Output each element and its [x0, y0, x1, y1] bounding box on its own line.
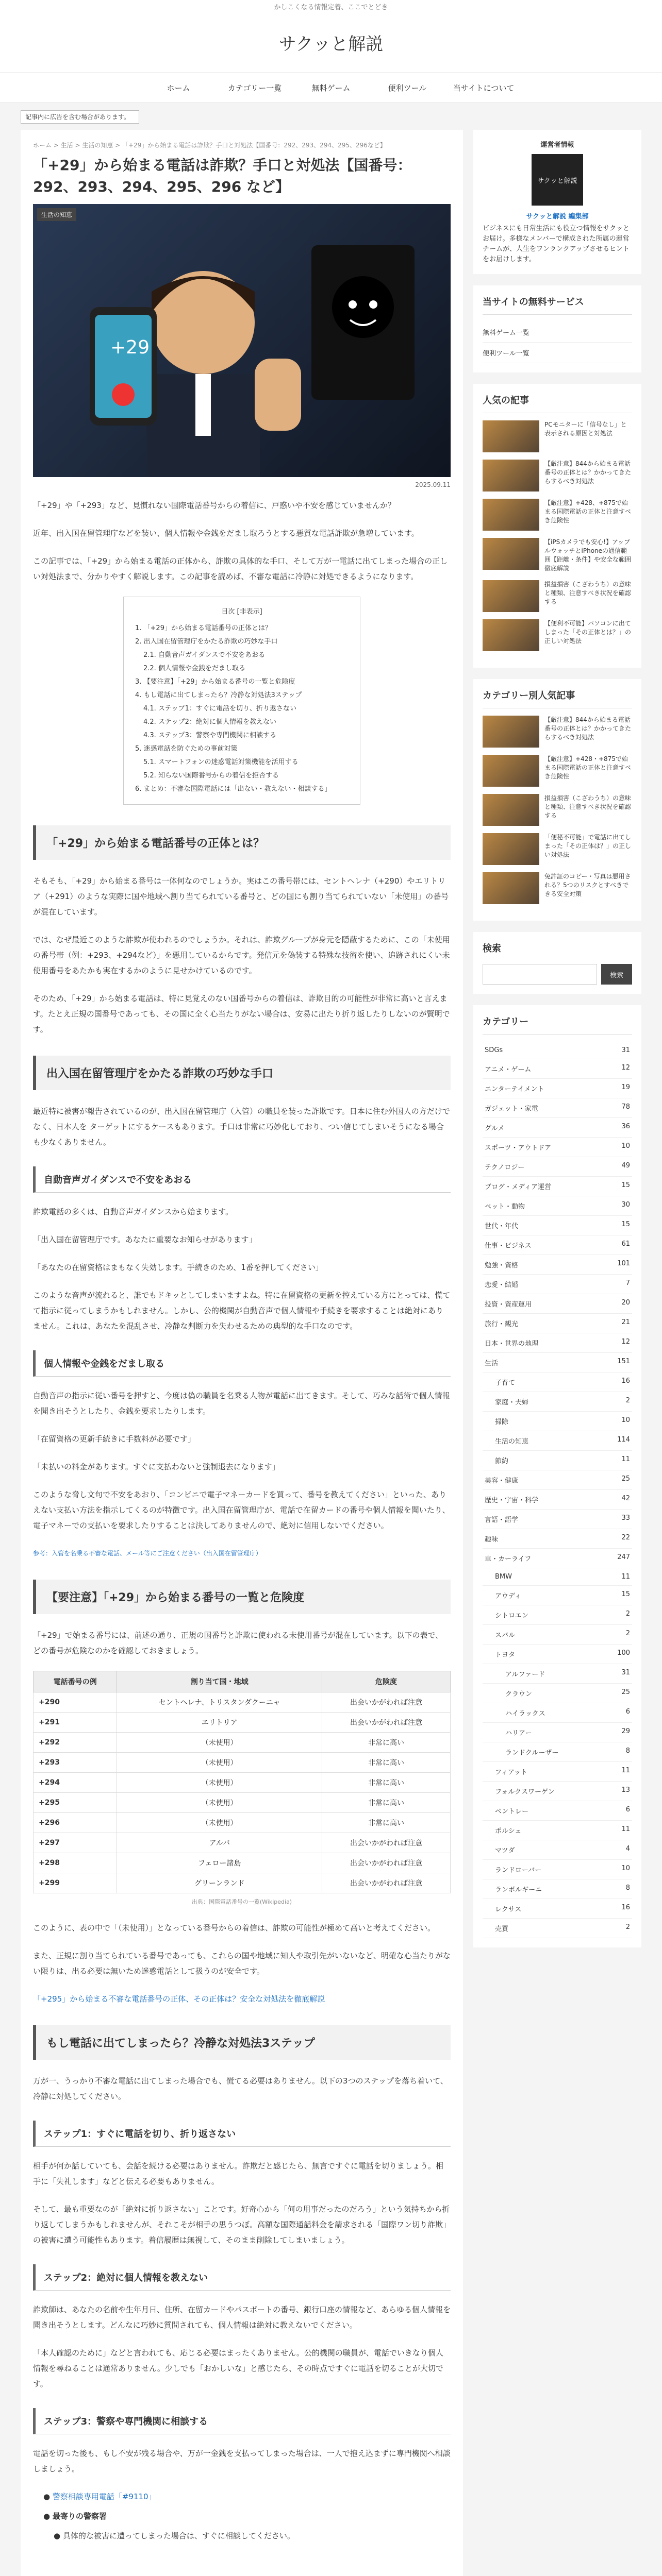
category-name[interactable]: 旅行・観光	[485, 1320, 519, 1328]
thumbnail[interactable]	[483, 499, 539, 531]
body-paragraph: 相手が何か話していても、会話を続ける必要はありません。詐欺だと感じたら、無言ですぐに電話を切りましょう。相手に「失礼します」などと伝える必要もありません。	[33, 2161, 443, 2186]
category-count: 11	[621, 1573, 630, 1581]
search-input[interactable]	[483, 964, 597, 985]
category-count: 78	[621, 1103, 630, 1111]
category-item[interactable]	[483, 1860, 632, 1879]
breadcrumb[interactable]: ホーム > 生活 > 生活の知恵 > 「+29」から始まる電話は詐欺？手口と対処法【国番号：292、293、294、295、296など】	[33, 142, 386, 149]
thumbnail[interactable]	[483, 420, 539, 452]
category-item[interactable]	[483, 1177, 632, 1196]
category-count: 10	[621, 1416, 630, 1424]
toc-item[interactable]: 4.2. ステップ2：絶対に個人情報を教えない	[143, 718, 276, 726]
free-games-link[interactable]: 無料ゲーム一覧	[483, 322, 632, 343]
thumbnail[interactable]	[483, 716, 539, 748]
table-row: +290 セントヘレナ、トリスタンダクーニャ 出会いかがわれば注意	[34, 1692, 451, 1713]
toc-item[interactable]: 2.2. 個人情報や金銭をだまし取る	[143, 665, 245, 672]
thumbnail[interactable]	[483, 460, 539, 492]
site-logo[interactable]	[0, 15, 662, 72]
site-tagline: かしこくなる情報定着、ここでとどき	[0, 0, 662, 15]
body-paragraph: 自動音声の指示に従い番号を押すと、今度は偽の職員を名乗る人物が電話に出てきます。そして、巧みな話術で個人情報を聞き出そうとしたり、金銭を要求したりします。	[33, 1391, 450, 1416]
toc-item[interactable]: 3. 【要注意】「+29」から始まる番号の一覧と危険度	[135, 678, 295, 686]
category-item[interactable]	[483, 1255, 632, 1275]
table-row: +299 グリーンランド 出会いかがわれば注意	[34, 1873, 451, 1893]
category-item[interactable]	[483, 1216, 632, 1235]
category-name[interactable]: 仕事・ビジネス	[485, 1242, 532, 1250]
category-name[interactable]: 投資・資産運用	[485, 1301, 532, 1309]
category-name[interactable]: アウディ	[495, 1592, 521, 1600]
subsection-heading: ステップ2：絶対に個人情報を教えない	[33, 2264, 451, 2291]
category-item[interactable]	[483, 1042, 632, 1059]
category-item[interactable]	[483, 1098, 632, 1118]
toc-title[interactable]: 目次 [非表示]	[221, 608, 262, 616]
body-paragraph: 詐欺電話の多くは、自動音声ガイダンスから始まります。	[33, 1207, 234, 1216]
category-badge[interactable]: 生活の知恵	[37, 208, 76, 221]
category-item[interactable]	[483, 1549, 632, 1568]
category-count: 101	[617, 1260, 630, 1267]
toc-item[interactable]: 1. 「+29」から始まる電話番号の正体とは？	[135, 624, 272, 632]
category-count: 20	[621, 1299, 630, 1307]
category-count: 11	[621, 1455, 630, 1463]
category-name[interactable]: シトロエン	[495, 1612, 529, 1620]
category-count: 31	[621, 1669, 630, 1676]
category-name[interactable]: スバル	[495, 1632, 516, 1639]
table-row: +295 （未使用） 非常に高い	[34, 1793, 451, 1813]
category-name[interactable]: ガジェット・家電	[485, 1105, 538, 1113]
category-item[interactable]	[483, 1703, 632, 1723]
category-item[interactable]	[483, 1919, 632, 1938]
category-name[interactable]: クラウン	[505, 1690, 533, 1698]
category-item[interactable]	[483, 1490, 632, 1510]
global-nav	[0, 72, 662, 103]
category-count: 25	[621, 1475, 630, 1483]
category-item[interactable]	[483, 1196, 632, 1216]
body-paragraph: また、正規に割り当てられている番号であっても、これらの国や地域に知人や取引先がいないなど、明確な心当たりがない限りは、出る必要は無いため迷惑電話として扱うのが安全です。	[33, 1951, 451, 1976]
widget-title: カテゴリー別人気記事	[483, 688, 632, 708]
category-item[interactable]	[483, 1235, 632, 1255]
category-count: 247	[617, 1553, 630, 1561]
category-count: 12	[621, 1064, 630, 1072]
article	[21, 130, 463, 2576]
category-name[interactable]: ポルシェ	[495, 1827, 522, 1835]
list-item[interactable]: 【iPSカメラでも安心!】アップルウォッチとiPhoneの通信範囲【距離・条件】や安全な範囲徹底解説	[483, 538, 632, 573]
category-item[interactable]	[483, 1470, 632, 1490]
category-name[interactable]: 売買	[495, 1925, 509, 1933]
avatar: サクッと解説	[532, 154, 583, 206]
nav-tools[interactable]: 便利ツール	[388, 83, 427, 93]
list-item: ● 警察相談専用電話「#9110」	[43, 2492, 156, 2501]
category-name[interactable]: アルファード	[505, 1671, 545, 1679]
category-count: 2	[625, 1610, 630, 1618]
body-paragraph: そもそも、「+29」から始まる番号は一体何なのでしょうか。実はこの番号帯には、セントヘレナ（+290）やエリトリア（+291）のような実際に国や地域へ割り当てられている番号と、どの国にも割り当てられていない「未使用」の番号が混在しています。	[33, 876, 449, 917]
body-paragraph: このような音声が流れると、誰でもドキッとしてしまいますよね。特に在留資格の更新を控えている方にとっては、慌てて指示に従ってしまうかもしれません。しかし、公的機関が自動音声で個人情報や手続きを要求することは絶対にありません。これは、あなたを混乱させ、冷静な判断力を失わせるための典型的な手口なのです。	[33, 1291, 451, 1331]
ad-notice: 記事内に広告を含む場合があります。	[21, 110, 139, 124]
category-item[interactable]	[483, 1625, 632, 1645]
category-item[interactable]	[483, 1353, 632, 1372]
list-item[interactable]: PCモニターに「信号なし」と表示される原因と対処法	[483, 420, 632, 452]
admin-widget	[473, 130, 641, 274]
category-count: 151	[617, 1358, 630, 1365]
category-name[interactable]: 歴史・宇宙・科学	[485, 1497, 539, 1504]
category-name[interactable]: 子育て	[495, 1379, 516, 1387]
toc-item[interactable]: 4.3. ステップ3：警察や専門機関に相談する	[143, 732, 276, 739]
related-article-link[interactable]: 「+295」から始まる不審な電話番号の正体、その正体は？安全な対処法を徹底解説	[33, 1994, 325, 2004]
category-name[interactable]: トヨタ	[495, 1651, 516, 1659]
category-item[interactable]	[483, 1059, 632, 1079]
category-item[interactable]	[483, 1372, 632, 1392]
widget-title: 人気の記事	[483, 393, 632, 413]
reference-link[interactable]: 参考：入管を名乗る不審な電話、メール等にご注意ください（出入国在留管理庁）	[33, 1550, 262, 1557]
category-name[interactable]: 家庭・夫婦	[495, 1399, 529, 1406]
toc-item[interactable]: 5.2. 知らない国際番号からの着信を拒否する	[143, 772, 279, 779]
category-name[interactable]: 言語・語学	[485, 1516, 519, 1524]
category-name[interactable]: ペット・動物	[485, 1203, 525, 1211]
thumbnail[interactable]	[483, 538, 539, 570]
intro-paragraph: 「+29」や「+293」など、見慣れない国際電話番号からの着信に、戸惑いや不安を感じていませんか？	[33, 501, 395, 510]
category-item[interactable]	[483, 1645, 632, 1664]
tools-link[interactable]: 便利ツール一覧	[483, 343, 632, 363]
category-item[interactable]	[483, 1412, 632, 1431]
subsection-heading: 自動音声ガイダンスで不安をあおる	[33, 1166, 451, 1193]
police-hotline-link[interactable]: 警察相談専用電話「#9110」	[52, 2492, 156, 2501]
category-count: 21	[621, 1318, 630, 1326]
nav-categories[interactable]: カテゴリー一覧	[227, 83, 282, 93]
list-item[interactable]: 損益損害（こざわうち）の意味と種類、注意すべき状況を確認する	[483, 580, 632, 612]
quote-line: 「出入国在留管理庁です。あなたに重要なお知らせがあります」	[33, 1235, 257, 1244]
category-count: 61	[621, 1240, 630, 1248]
category-item[interactable]	[483, 1294, 632, 1314]
section-heading: 出入国在留管理庁をかたる詐欺の巧妙な手口	[33, 1056, 451, 1090]
thumbnail[interactable]	[483, 619, 539, 651]
category-name[interactable]: 日本・世界の地理	[485, 1340, 539, 1348]
toc-item[interactable]: 2.1. 自動音声ガイダンスで不安をあおる	[143, 651, 266, 659]
category-popular-widget	[473, 679, 641, 921]
category-item[interactable]	[483, 1821, 632, 1840]
category-item[interactable]	[483, 1079, 632, 1098]
stop-hand-icon	[255, 359, 301, 431]
category-count: 15	[621, 1221, 630, 1228]
category-count: 114	[617, 1436, 630, 1444]
intro-paragraph: この記事では、「+29」から始まる電話の正体から、詐欺の具体的な手口、そして万が一電話に出てしまった場合の正しい対処法まで、分かりやすく解説します。この記事を読めば、不審な電話に冷静に対処できるようになります。	[33, 556, 448, 581]
category-count: 22	[621, 1534, 630, 1541]
body-paragraph: このように、表の中で「（未使用）」となっている番号からの着信は、詐欺の可能性が極めて高いと考えてください。	[33, 1923, 436, 1933]
quote-line: 「未払いの料金があります。すぐに支払わないと強制退去になります」	[33, 1462, 280, 1471]
table-row: +297 アルバ 出会いかがわれば注意	[34, 1833, 451, 1853]
search-widget	[473, 932, 641, 994]
body-paragraph: そのため、「+29」から始まる電話は、特に見覚えのない国番号からの着信は、詐欺目的の可能性が非常に高いと言えます。たとえ正規の国番号であっても、その国に全く心当たりがない場合は、安易に出たり折り返したりしないのが賢明です。	[33, 994, 450, 1034]
nav-home[interactable]: ホーム	[167, 83, 190, 93]
category-item[interactable]	[483, 1314, 632, 1333]
category-item[interactable]	[483, 1782, 632, 1801]
category-item[interactable]	[483, 1762, 632, 1782]
category-item[interactable]	[483, 1723, 632, 1742]
category-name[interactable]: ハイラックス	[505, 1710, 545, 1718]
category-count: 15	[621, 1590, 630, 1598]
list-item: ● 具体的な被害に遭ってしまった場合は、すぐに相談してください。	[54, 2531, 295, 2540]
body-paragraph: 最近特に被害が報告されているのが、出入国在留管理庁（入管）の職員を装った詐欺です。日本に住む外国人の方だけでなく、日本人を ターゲットにするケースもあります。手口は非常に巧妙化しており、つい信じてしまいそうになる場合も少なくありません。	[33, 1107, 450, 1147]
subsection-heading: 個人情報や金銭をだまし取る	[33, 1350, 451, 1377]
category-name[interactable]: 掃除	[495, 1418, 509, 1426]
list-item[interactable]: 【便利不可能】パソコンに出てしまった「その正体とは？」の正しい対処法	[483, 619, 632, 651]
list-item[interactable]: 【厳注意】+428・+875で始まる国際電話の正体と注意すべき危険性	[483, 755, 632, 787]
category-name[interactable]: 恋愛・結婚	[485, 1281, 519, 1289]
category-name[interactable]: レクサス	[495, 1906, 522, 1913]
category-name[interactable]: エンターテイメント	[485, 1086, 544, 1093]
category-name[interactable]: テクノロジー	[485, 1164, 525, 1172]
list-item-label: 具体的な被害に遭ってしまった場合は、すぐに相談してください。	[62, 2531, 295, 2540]
category-count: 19	[621, 1083, 630, 1091]
category-count: 16	[621, 1904, 630, 1911]
category-count: 15	[621, 1181, 630, 1189]
quote-line: 「在留資格の更新手続きに手数料が必要です」	[33, 1434, 196, 1444]
list-item[interactable]: 「便秘不可能」で電話に出てしまった「その正体は？」の正しい対処法	[483, 833, 632, 865]
category-item[interactable]	[483, 1664, 632, 1684]
category-item[interactable]	[483, 1275, 632, 1294]
category-name[interactable]: SDGs	[485, 1046, 503, 1054]
toc-item[interactable]: 4. もし電話に出てしまったら？冷静な対処法3ステップ	[135, 691, 302, 699]
category-item[interactable]	[483, 1118, 632, 1138]
subsection-heading: ステップ3：警察や専門機関に相談する	[33, 2408, 451, 2434]
popular-widget	[473, 384, 641, 668]
categories-widget	[473, 1005, 641, 1947]
thumbnail[interactable]	[483, 833, 539, 865]
body-paragraph: 万が一、うっかり不審な電話に出てしまった場合でも、慌てる必要はありません。以下の3つのステップを落ち着いて、冷静に対処してください。	[33, 2076, 448, 2101]
category-name[interactable]: ブログ・メディア運営	[485, 1183, 551, 1191]
category-count: 4	[625, 1845, 630, 1853]
category-name[interactable]: グルメ	[485, 1125, 505, 1132]
table-of-contents	[123, 597, 360, 805]
table-header: 割り当て国・地域	[117, 1671, 322, 1692]
table-row: +298 フェロー諸島 出会いかがわれば注意	[34, 1853, 451, 1873]
category-count: 25	[621, 1688, 630, 1696]
list-item: ● 最寄りの警察署	[43, 2512, 107, 2521]
toc-item[interactable]: 5. 迷惑電話を防ぐための事前対策	[135, 745, 238, 753]
category-count: 33	[621, 1514, 630, 1522]
category-item[interactable]	[483, 1742, 632, 1762]
admin-widget-title: 運営者情報	[540, 141, 574, 149]
list-item[interactable]: 損益損害（こざわうち）の意味と種類、注意すべき状況を確認する	[483, 794, 632, 826]
table-row: +293 （未使用） 非常に高い	[34, 1753, 451, 1773]
category-count: 12	[621, 1338, 630, 1346]
admin-description: ビジネスにも日常生活にも役立つ情報をサクッとお届け。多様なメンバーで構成された所属の運営チームが、人生をワンランクアップさせるヒントをお届けします。	[483, 225, 630, 263]
category-name[interactable]: 世代・年代	[485, 1223, 519, 1230]
section-heading: もし電話に出てしまったら？冷静な対処法3ステップ	[33, 2025, 451, 2060]
table-header: 危険度	[322, 1671, 451, 1692]
thumbnail[interactable]	[483, 794, 539, 826]
category-item[interactable]	[483, 1431, 632, 1451]
body-paragraph: 「本人確認のために」などと言われても、応じる必要はまったくありません。公的機関の職員が、電話でいきなり個人情報を尋ねることは通常ありません。少しでも「おかしいな」と感じたら、その時点ですぐに電話を切ることが大切です。	[33, 2348, 443, 2388]
toc-item[interactable]: 4.1. ステップ1：すぐに電話を切り、折り返さない	[143, 705, 296, 713]
site-title[interactable]: サクッと解説	[278, 34, 384, 55]
nav-about[interactable]: 当サイトについて	[453, 83, 515, 93]
thumbnail[interactable]	[483, 872, 539, 904]
table-header: 電話番号の例	[34, 1671, 117, 1692]
category-name[interactable]: 車・カーライフ	[485, 1555, 532, 1563]
category-name[interactable]: 生活	[485, 1360, 499, 1367]
category-item[interactable]	[483, 1801, 632, 1821]
table-row: +292 （未使用） 非常に高い	[34, 1733, 451, 1753]
list-item-label: 最寄りの警察署	[52, 2512, 107, 2521]
category-count: 2	[625, 1397, 630, 1404]
category-count: 8	[625, 1747, 630, 1755]
free-services-widget	[473, 285, 641, 372]
sidebar	[473, 130, 641, 2576]
category-count: 16	[621, 1377, 630, 1385]
widget-title: 検索	[483, 943, 501, 954]
hero-illustration	[33, 204, 451, 477]
category-item[interactable]	[483, 1684, 632, 1703]
category-count: 11	[621, 1825, 630, 1833]
section-heading: 「+29」から始まる電話番号の正体とは？	[33, 825, 451, 860]
category-count: 30	[621, 1201, 630, 1209]
widget-title: 当サイトの無料サービス	[483, 295, 632, 315]
category-item[interactable]	[483, 1840, 632, 1860]
category-name[interactable]: アニメ・ゲーム	[485, 1066, 532, 1074]
toc-item[interactable]: 6. まとめ：不審な国際電話には「出ない・教えない・相談する」	[135, 785, 332, 793]
category-count: 42	[621, 1495, 630, 1502]
list-item[interactable]: 【厳注意】844から始まる電話番号の正体とは？かかってきたらするべき対処法	[483, 716, 632, 748]
category-count: 29	[621, 1727, 630, 1735]
phone-number-text: +29	[110, 337, 150, 358]
category-name[interactable]: 勉強・資格	[485, 1262, 519, 1269]
thumbnail[interactable]	[483, 755, 539, 787]
list-item[interactable]: 免許証のコピー・写真は悪用される？5つのリスクとすべきできる安全対策	[483, 872, 632, 904]
toc-item[interactable]: 2. 出入国在留管理庁をかたる詐欺の巧妙な手口	[135, 638, 278, 646]
table-row: +296 （未使用） 非常に高い	[34, 1813, 451, 1833]
search-button[interactable]: 検索	[601, 964, 632, 985]
category-name[interactable]: ランボルギーニ	[495, 1886, 542, 1894]
toc-item[interactable]: 5.1. スマートフォンの迷惑電話対策機能を活用する	[143, 758, 299, 766]
category-count: 6	[625, 1708, 630, 1716]
category-count: 10	[621, 1142, 630, 1150]
category-name[interactable]: ハリアー	[505, 1730, 532, 1737]
category-name[interactable]: BMW	[495, 1573, 512, 1581]
body-paragraph: このような脅し文句で不安をあおり、「コンビニで電子マネーカードを買って、番号を教えてください」といった、ありえない支払い方法を指示してくるのが特徴です。出入国在留管理庁が、電話で在留カードの番号や個人情報を聞いたり、電子マネーでの支払いを要求したりすることは決してありませんので、絶対に信用しないでください。	[33, 1490, 450, 1530]
body-paragraph: 電話を切った後も、もし不安が残る場合や、万が一金銭を支払ってしまった場合は、一人で抱え込まずに専門機関へ相談しましょう。	[33, 2449, 451, 2473]
category-name[interactable]: 美容・健康	[485, 1477, 519, 1485]
category-item[interactable]	[483, 1451, 632, 1470]
category-item[interactable]	[483, 1586, 632, 1605]
category-count: 2	[625, 1923, 630, 1931]
category-item[interactable]	[483, 1157, 632, 1177]
category-count: 11	[621, 1767, 630, 1774]
category-item[interactable]	[483, 1529, 632, 1549]
nav-free-games[interactable]: 無料ゲーム	[311, 83, 351, 93]
category-name[interactable]: ランドクルーザー	[505, 1749, 559, 1757]
category-count: 100	[617, 1649, 630, 1657]
section-heading: 【要注意】「+29」から始まる番号の一覧と危険度	[33, 1580, 451, 1614]
list-item[interactable]: 【厳注意】844から始まる電話番号の正体とは？かかってきたらするべき対処法	[483, 460, 632, 492]
category-count: 7	[625, 1279, 630, 1287]
thumbnail[interactable]	[483, 580, 539, 612]
category-count: 10	[621, 1865, 630, 1872]
category-name[interactable]: フィアット	[495, 1769, 528, 1776]
publish-date: 2025.09.11	[415, 481, 451, 488]
table-row: +294 （未使用） 非常に高い	[34, 1773, 451, 1793]
subsection-heading: ステップ1：すぐに電話を切り、折り返さない	[33, 2121, 451, 2147]
table-row: +291 エリトリア 出会いかがわれば注意	[34, 1713, 451, 1733]
category-item[interactable]	[483, 1879, 632, 1899]
body-paragraph: 詐欺師は、あなたの名前や生年月日、住所、在留カードやパスポートの番号、銀行口座の情報など、あらゆる個人情報を聞き出そうとします。どんなに巧妙に質問されても、個人情報は絶対に教えないでください。	[33, 2305, 451, 2330]
category-name[interactable]: ランドローバー	[495, 1867, 542, 1874]
category-count: 8	[625, 1884, 630, 1892]
body-paragraph: では、なぜ最近このような詐欺が使われるのでしょうか。それは、詐欺グループが身元を隠蔽するために、この「未使用の番号帯（例：+293、+294など）」を悪用しているからです。発信元を偽装する特殊な技術を使い、追跡されにくい未使用番号をあたかも実在するかのように見せかけているのです。	[33, 935, 450, 975]
number-table	[33, 1671, 451, 1893]
table-source[interactable]: 出典：国際電話番号の一覧(Wikipedia)	[191, 1899, 292, 1905]
category-count: 6	[625, 1806, 630, 1814]
body-paragraph: そして、最も重要なのが「絶対に折り返さない」ことです。好奇心から「何の用事だったのだろう」という気持ちから折り返してしまうかもしれませんが、それこそが相手の思うつぼ。高額な国際通話料金を請求される「国際ワン切り詐欺」の被害に遭う可能性もあります。着信履歴は無視して、そのまま削除してしまいましょう。	[33, 2205, 451, 2245]
list-item[interactable]: 【厳注意】+428、+875で始まる国際電話の正体と注意すべき危険性	[483, 499, 632, 531]
category-item[interactable]	[483, 1899, 632, 1919]
category-item[interactable]	[483, 1392, 632, 1412]
hero-image	[33, 204, 451, 477]
category-name[interactable]: ベントレー	[495, 1808, 529, 1816]
category-item[interactable]	[483, 1138, 632, 1157]
category-name[interactable]: 生活の知恵	[495, 1438, 529, 1446]
category-count: 13	[621, 1786, 630, 1794]
category-item[interactable]	[483, 1510, 632, 1529]
article-title: 「+29」から始まる電話は詐欺？手口と対処法【国番号：292、293、294、295、296 など】	[33, 157, 412, 195]
category-name[interactable]: スポーツ・アウトドア	[485, 1144, 552, 1152]
category-name[interactable]: マツダ	[495, 1847, 515, 1855]
category-count: 31	[621, 1046, 630, 1054]
widget-title: カテゴリー	[483, 1014, 632, 1035]
body-paragraph: 「+29」で始まる番号には、前述の通り、正規の国番号と詐欺に使われる未使用番号が混在しています。以下の表で、どの番号が危険なのかを確認しておきましょう。	[33, 1631, 443, 1655]
admin-name[interactable]: サクッと解説 編集部	[526, 213, 589, 221]
quote-line: 「あなたの在留資格はまもなく失効します。手続きのため、1番を押してください」	[33, 1263, 323, 1272]
category-count: 36	[621, 1123, 630, 1130]
category-item[interactable]	[483, 1333, 632, 1353]
category-name[interactable]: 節約	[495, 1458, 509, 1465]
category-item[interactable]	[483, 1568, 632, 1586]
category-name[interactable]: 趣味	[485, 1536, 499, 1544]
category-count: 2	[625, 1630, 630, 1637]
category-count: 49	[621, 1162, 630, 1170]
intro-paragraph: 近年、出入国在留管理庁などを装い、個人情報や金銭をだまし取ろうとする悪質な電話詐欺が急増しています。	[33, 529, 419, 538]
category-name[interactable]: フォルクスワーゲン	[495, 1788, 555, 1796]
category-item[interactable]	[483, 1605, 632, 1625]
